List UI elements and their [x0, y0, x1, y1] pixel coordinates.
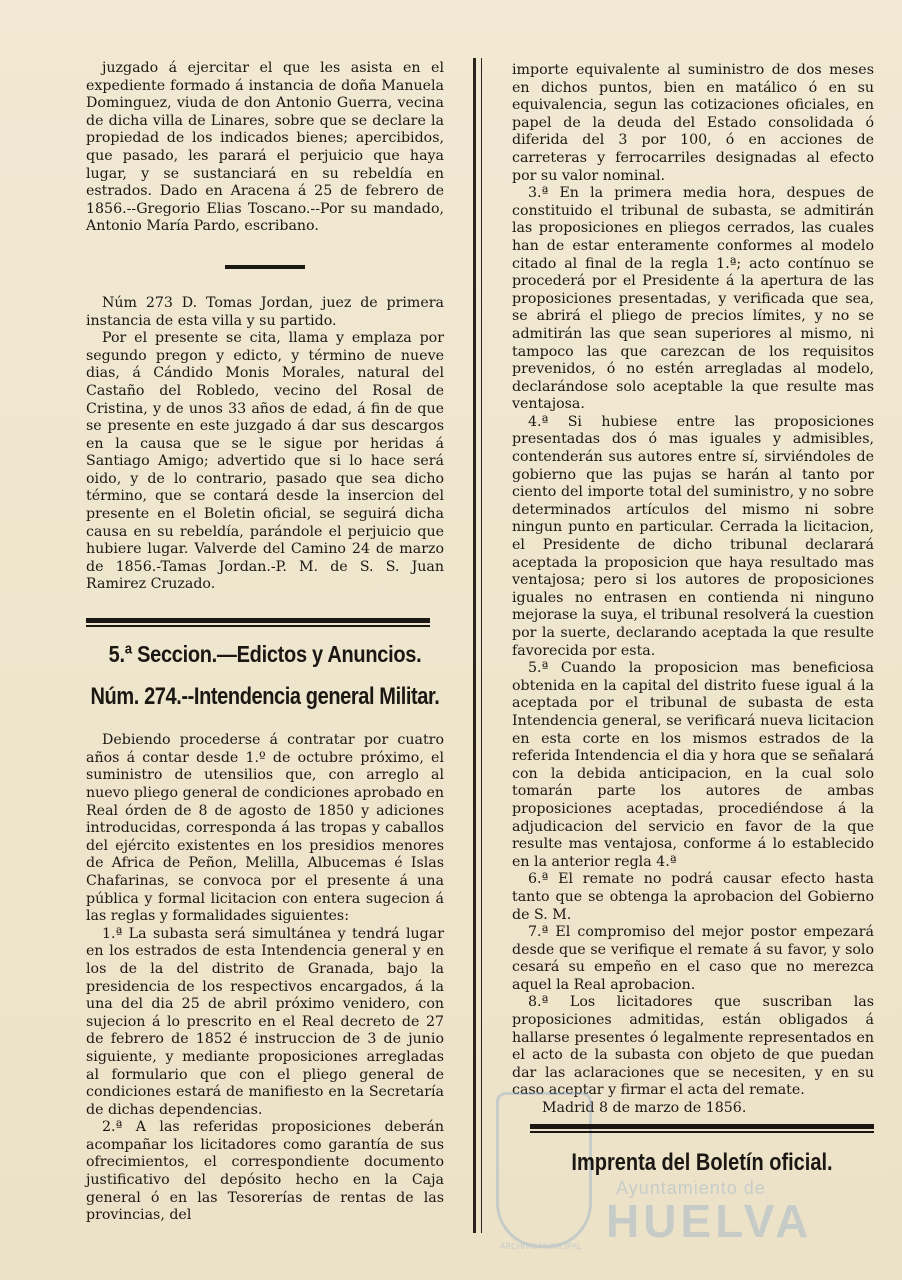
footer-rule [530, 1124, 874, 1129]
rule-2: 2.ª A las referidas proposiciones deberán acompañar los licitadores como garantía de sus ofrecimientos, el correspondiente documento justificativo del depósito hecho en la Caja general ó en las Tesorerías de rentas de las provincias, del [86, 1119, 444, 1224]
printer-imprint: Imprenta del Boletín oficial. [571, 1149, 833, 1177]
notice-273-body: Por el presente se cita, llama y emplaza por segundo pregon y edicto, y término de nueve dias, á Cándido Monis Morales, natural del Castaño del Robledo, vecino del Rosal de Cristina, y de unos 33 años de edad, á fin de que se presente en este juzgado á dar sus descargos en la causa que se le sigue por heridas á Santiago Amigo; advertido que si lo hace será oido, y de lo contrario, pasado que sea dicho término, que se contará desde la insercion del presente en el Boletin oficial, se seguirá dicha causa en su rebeldía, parándole el perjuicio que hubiere lugar. Valverde del Camino 24 de marzo de 1856.-Tamas Jordan.-P. M. de S. S. Juan Ramirez Cruzado. [86, 330, 444, 593]
paragraph-linares-edict: juzgado á ejercitar el que les asista en el expediente formado á instancia de doña Manuela Dominguez, viuda de don Antonio Guerra, vecina de dicha villa de Linares, sobre que se declare la propiedad de los indicados bienes; apercibidos, que pasado, les parará el perjuicio que haya lugar, y se sustanciará en su rebeldía en estrados. Dado en Aracena á 25 de febrero de 1856.--Gregorio Elias Toscano.--Por su mandado, Antonio María Pardo, escribano. [86, 60, 444, 235]
notice-274-intro: Debiendo procederse á contratar por cuatro años á contar desde 1.º de octubre próximo, el suministro de utensilios que, con arreglo al nuevo pliego general de condiciones aprobado en Real órden de 8 de agosto de 1850 y adiciones introducidas, corresponda á las tropas y caballos del ejército existentes en los presidios menores de Africa de Peñon, Melilla, Albucemas é Islas Chafarinas, se convoca por el presente á una pública y formal licitacion con entera sugecion á las reglas y formalidades siguientes: [86, 732, 444, 925]
section-rule [86, 618, 430, 623]
rule-5: 5.ª Cuando la proposicion mas beneficiosa obtenida en la capital del distrito fuese igual á la aceptada por el tribunal de subasta de esta Intendencia general, se verificará nueva licitacion en esta corte en los mismos estrados de la referida Intendencia el dia y hora que se señalará con la debida anticipacion, en la cual solo tomarán parte los autores de ambas proposiciones aceptadas, procediéndose á la adjudicacion del servicio en favor de la que resulte mas ventajosa, conforme á lo establecido en la anterior regla 4.ª [512, 660, 874, 870]
watermark-line1: Ayuntamiento de [616, 1178, 766, 1198]
section-rule-thin [86, 625, 430, 627]
rule-8: 8.ª Los licitadores que suscriban las proposiciones admitidas, están obligados á hallarse presentes ó legalmente representados en el acto de la subasta con objeto de que puedan dar las aclaraciones que se necesiten, y en su caso aceptar y firmar el acta del remate. [512, 994, 874, 1099]
rule-4: 4.ª Si hubiese entre las proposiciones presentadas dos ó mas iguales y admisibles, contenderán sus autores entre sí, sirviéndoles de gobierno que las pujas se harán al tanto por ciento del importe total del suministro, y no sobre determinados artículos del mismo ni sobre ningun punto en particular. Cerrada la licitacion, el Presidente de dicho tribunal declarará aceptada la proposicion que haya resultado mas ventajosa; pero si los autores de proposiciones iguales no entrasen en contienda ni ninguno mejorase la suya, el tribunal resolverá la cuestion por la suerte, declarando aceptada la que resulte favorecida por esta. [512, 413, 874, 659]
notice-274-title: Núm. 274.--Intendencia general Militar. [90, 683, 440, 710]
rule-2-continued: importe equivalente al suministro de dos meses en dichos puntos, bien en matálico ó en su equivalencia, segun las cotizaciones oficiales, en papel de la deuda del Estado consolidada ó diferida del 3 por 100, ó en acciones de carreteras y ferrocarriles designadas al efecto por su valor nominal. [512, 62, 874, 184]
rule-6: 6.ª El remate no podrá causar efecto hasta tanto que se obtenga la aprobacion del Gobierno de S. M. [512, 871, 874, 923]
watermark-line3: ARCHIVO MUNICIPAL [500, 1242, 582, 1251]
section-title: 5.ª Seccion.—Edictos y Anuncios. [108, 642, 422, 668]
short-rule [225, 265, 305, 269]
notice-273-heading: Núm 273 D. Tomas Jordan, juez de primera instancia de esta villa y su partido. [86, 294, 444, 329]
watermark-line2: HUELVA [606, 1195, 813, 1247]
column-divider [473, 58, 476, 1233]
rule-3: 3.ª En la primera media hora, despues de constituido el tribunal de subasta, se admitirán las proposiciones en pliegos cerrados, las cuales han de estar enteramente conformes al modelo citado al final de la regla 1.ª; acto contínuo se procederá por el Presidente á la apertura de las proposiciones presentadas, y verificada que sea, se abrirá el pliego de precios límites, y no se admitirán las que sean superiores al mismo, ni tampoco las que carezcan de los requisitos prevenidos, ó no estén arregladas al modelo, declarándose solo aceptable la que resulte mas ventajosa. [512, 185, 874, 413]
rule-7: 7.ª El compromiso del mejor postor empezará desde que se verifique el remate á su favor, y solo cesará su empeño en el caso que no merezca aquel la Real aprobacion. [512, 924, 874, 993]
date-line: Madrid 8 de marzo de 1856. [542, 1100, 747, 1117]
left-column [86, 60, 444, 1225]
footer-rule-thin [530, 1131, 874, 1133]
right-column [512, 62, 874, 1118]
rule-1: 1.ª La subasta será simultánea y tendrá lugar en los estrados de esta Intendencia general y en los de la del distrito de Granada, bajo la presidencia de los respectivos encargados, á la una del dia 25 de abril próximo venidero, con sujecion á lo prescrito en el Real decreto de 27 de febrero de 1852 é instruccion de 3 de junio siguiente, y mediante proposiciones arregladas al formulario que con el pliego general de condiciones estará de manifiesto en la Secretaría de dichas dependencias. [86, 925, 444, 1118]
